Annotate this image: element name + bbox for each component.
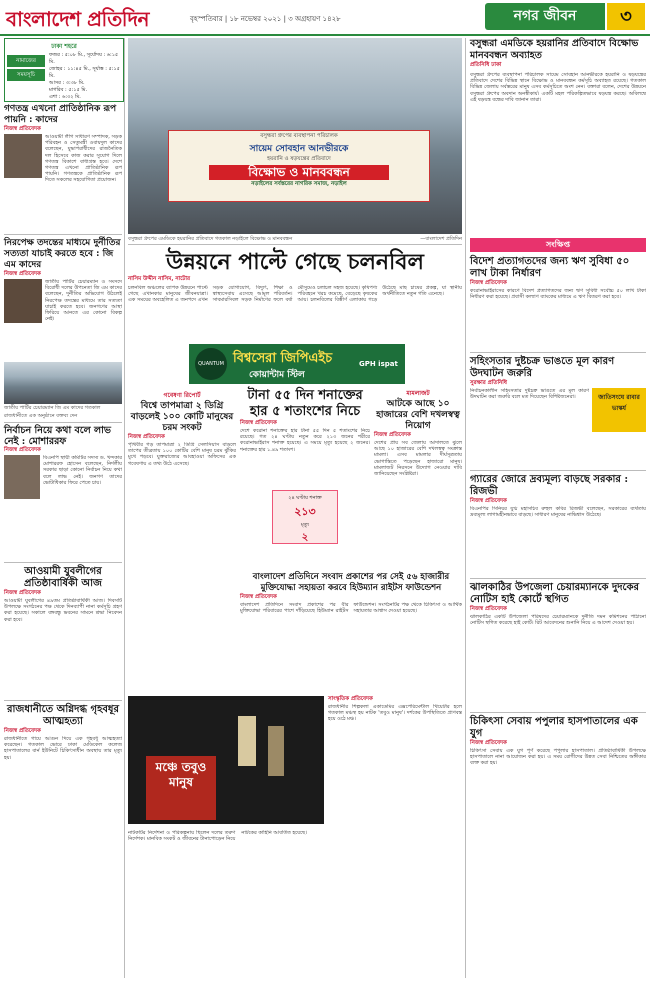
stat-value: ২১৩ <box>294 505 316 518</box>
newspaper-logo[interactable]: বাংলাদেশ প্রতিদিন <box>6 7 149 31</box>
article-kader <box>4 104 122 208</box>
article-gm-kader <box>4 238 122 421</box>
headline[interactable]: টানা ৫৫ দিন শনাক্তের হার ৫ শতাংশের নিচে <box>247 388 363 419</box>
kicker: মামলাজট <box>406 390 430 397</box>
article-body: রাজধানীর শিল্পকলা একাডেমির এক্সপেরিমেন্টাল থিয়েটার হলে গতকাল মঞ্চস্থ হয় নাটক 'তবুও মানুষ'। দর্শকের উপস্থিতিতে প্রাণবন্ত হয়ে ওঠে মঞ্চ। <box>328 704 462 723</box>
article-body: আওয়ামী লীগ সাধারণ সম্পাদক, সড়ক পরিবহন ও সেতুমন্ত্রী ওবায়দুল কাদের বলেছেন, যুদ্ধাপরাধীদের রাজনৈতিক দল হিসেবে কাজ করার সুযোগ দিলে গণতন্ত্র বিকাশে বাধাগ্রস্ত হবে। দেশে গণতন্ত্র এখনো প্রাতিষ্ঠানিক রূপ পায়নি। গণতন্ত্রকে প্রাতিষ্ঠানিক রূপ দিতে সকলের সহযোগিতা প্রয়োজন। <box>45 134 122 184</box>
headline[interactable]: বিদেশ প্রত্যাগতদের জন্য ঋণ সুবিধা ৫০ লাখ টাকা নির্ধারণ <box>470 256 630 279</box>
stat-label: ২৪ ঘণ্টায় শনাক্ত <box>288 495 322 501</box>
divider <box>128 244 462 245</box>
byline: প্রতিনিধি ঢাকা <box>470 62 502 68</box>
photo-overlay-title: মঞ্চে তবুও মানুষ <box>146 756 216 820</box>
byline: নিজস্ব প্রতিবেদক <box>4 590 41 596</box>
column-divider <box>124 38 125 978</box>
stage-article <box>328 696 462 824</box>
byline: সুরক্ষার প্রতিনিধি <box>470 380 507 386</box>
divider <box>470 712 646 713</box>
stat-value: ২ <box>301 532 309 543</box>
advertisement[interactable] <box>189 344 405 384</box>
masthead <box>0 0 650 34</box>
banner-line2: হয়রানি ও ষড়যন্ত্রের প্রতিবাদে <box>267 156 331 162</box>
byline: নিজস্ব প্রতিবেদক <box>470 740 507 746</box>
prayer-row: আসর : ৩:৩৮ মি. <box>49 80 85 86</box>
headline[interactable]: আটকে আছে ১০ হাজারের বেশি দখলস্বত্ব নিয়োগ <box>376 399 460 431</box>
headline[interactable]: নির্বাচন নিয়ে কথা বলে লাভ নেই : মোশাররফ <box>4 425 111 447</box>
article-body: করোনাভাইরাসের কারণে বিদেশ প্রত্যাগতদের জন্য ঋণ সুবিধা সর্বোচ্চ ৫০ লাখ টাকা নির্ধারণ করা হয়েছে। প্রবাসী কল্যাণ ব্যাংকের মাধ্যমে এ ঋণ বিতরণ করা হবে। <box>470 288 646 301</box>
banner-organizer: নড়াইলের সর্বস্তরের নাগরিক সমাজ, নড়াইল <box>251 181 347 187</box>
divider <box>4 562 122 563</box>
article-temperature <box>128 390 236 552</box>
headline[interactable]: রাজধানীতে অগ্নিদগ্ধ গৃহবধূর আত্মহত্যা <box>6 704 120 727</box>
article-body: দেশের প্রায় সব জেলায় আদালতে ঝুলে আছে ১০ হাজারের বেশি দখলস্বত্ব সংক্রান্ত মামলা। এসব মামলার দীর্ঘসূত্রতায় ভোগান্তিতে পড়েছেন হাজারো মানুষ। মামলাজট নিরসনে উদ্যোগ নেওয়ার দাবি জানিয়েছেন সংশ্লিষ্টরা। <box>374 440 462 478</box>
headline[interactable]: বসুন্ধরা এমডিকে হয়রানির প্রতিবাদে বিক্ষোভ মানববন্ধন অব্যাহত <box>470 38 639 61</box>
lead-headline[interactable]: উন্নয়নে পাল্টে গেছে চলনবিল <box>166 249 424 275</box>
event-photo <box>4 362 122 404</box>
portrait-photo <box>4 455 40 499</box>
prayer-times-box <box>4 38 124 102</box>
prayer-tag: নামাজের <box>7 55 45 67</box>
photo-caption: বসুন্ধরা গ্রুপের এমডিকে হয়রানির প্রতিবাদে গতকাল নড়াইলে বিক্ষোভ ও মানববন্ধন <box>128 236 293 242</box>
article-human-rights <box>240 572 462 678</box>
divider <box>4 234 122 235</box>
byline: নিজস্ব প্রতিবেদক <box>4 271 41 277</box>
prayer-row: ফজর : ৫:০৮ মি., সূর্যোদয় : ৬:১৫ মি. <box>49 52 119 65</box>
prayer-row: মাগরিব : ৫:১৫ মি. <box>49 87 88 93</box>
stat-label: মৃত্যু <box>301 522 309 528</box>
photo-credit: —বাংলাদেশ প্রতিদিন <box>420 236 462 242</box>
prayer-row: জোহর : ১১:৪৫ মি., সূর্যাস্ত : ৫:১৫ মি. <box>49 66 120 79</box>
time-tag: সময়সূচি <box>7 69 45 81</box>
covid-stat-box <box>272 490 338 544</box>
kicker: সাংস্কৃতিক প্রতিবেদক <box>328 696 373 702</box>
byline: নিজস্ব প্রতিবেদক <box>4 728 41 734</box>
divider <box>4 422 122 423</box>
ad-headline: বিশ্বসেরা জিপিএইচ <box>233 351 333 366</box>
photo-caption: জাতীয় পার্টির চেয়ারম্যান জি এম কাদের গতকাল রাজধানীতে এক অনুষ্ঠানে বক্তব্য দেন <box>4 405 101 419</box>
brief-acc-notice <box>470 582 646 714</box>
byline: নিজস্ব প্রতিবেদক <box>4 126 41 132</box>
brief-prices <box>470 474 646 582</box>
byline: নিজস্ব প্রতিবেদক <box>470 606 507 612</box>
article-jubo-league <box>4 566 122 688</box>
brief-loan <box>470 256 646 352</box>
article-body: বিএনপি স্থায়ী কমিটির সদস্য ড. খন্দকার মোশাররফ হোসেন বলেছেন, নির্দলীয় সরকার ছাড়া কোনো নির্বাচন নিয়ে কথা বলে লাভ নেই। জনগণ তাদের ভোটাধিকার ফিরে পেতে চায়। <box>43 455 122 486</box>
headline[interactable]: চিকিৎসা সেবায় পপুলার হাসপাতালের এক যুগ <box>470 716 638 739</box>
byline: নিজস্ব প্রতিবেদক <box>128 434 165 440</box>
brief-popular-hospital <box>470 716 646 978</box>
article-bashundhara <box>470 38 646 220</box>
actor-figure <box>268 726 284 776</box>
prayer-box-title: ঢাকা শহরে <box>51 43 77 50</box>
page-number: ৩ <box>607 3 645 30</box>
portrait-photo <box>4 279 42 323</box>
article-body: বাংলাদেশ প্রতিদিনে সংবাদ প্রকাশের পর বীর মুক্তিযোদ্ধা পরিবারের পাশে দাঁড়িয়েছে হিউম্যান রাইটস ফাউন্ডেশন। সংগঠনটির পক্ষ থেকে চিকিৎসা ও আর্থিক সহায়তার আশ্বাস দেওয়া হয়েছে। <box>240 602 462 615</box>
byline: নিজস্ব প্রতিবেদক <box>470 280 507 286</box>
headline[interactable]: গ্যারের জোরে দ্রব্যমূল্য বাড়ছে সরকার : রিজভী <box>470 474 629 497</box>
article-body: জাতীয় পার্টির চেয়ারম্যান ও সংসদে বিরোধী দলের উপনেতা জি এম কাদের বলেছেন, দুর্নীতির অভিযোগ উঠলেই নিরপেক্ষ তদন্তের মাধ্যমে তার সত্যতা যাচাই করতে হবে। জনগণের আস্থা ফিরিয়ে আনতে এর কোনো বিকল্প নেই। <box>45 279 122 323</box>
headline[interactable]: সহিংসতার দুষ্টচক্র ভাঙতে মূল কারণ উদঘাটন জরুরি <box>470 356 615 379</box>
protest-photo <box>128 38 462 234</box>
headline[interactable]: বাংলাদেশ প্রতিদিনে সংবাদ প্রকাশের পর সেই ৫৬ হাজারীর মুক্তিযোদ্ধা সহায়তা করবে হিউম্যান রাইটস ফাউন্ডেশন <box>252 572 450 593</box>
article-mosharraf <box>4 425 122 535</box>
article-body: দেশে করোনা শনাক্তের হার টানা ৫৫ দিন ৫ শতাংশের নিচে রয়েছে। গত ২৪ ঘণ্টায় নতুন করে ২১৩ জনের শরীরে করোনাভাইরাস শনাক্ত হয়েছে। এ সময়ে মৃত্যু হয়েছে ২ জনের। শনাক্তের হার ১.৪৯ শতাংশ। <box>240 428 370 453</box>
portrait-photo <box>4 134 42 178</box>
brand-badge: QUANTUM <box>195 348 227 380</box>
article-body: পৃথিবীর গড় তাপমাত্রা ২ ডিগ্রি সেলসিয়াস বাড়লে তাপের তীব্রতায় ১০০ কোটির বেশি মানুষ চরম ঝুঁকির মুখে পড়বে। যুক্তরাজ্যের আবহাওয়া অফিসের এক গবেষণায় এ তথ্য উঠে এসেছে। <box>128 442 236 467</box>
kicker: গবেষণা রিপোর্ট <box>163 392 201 399</box>
ad-subline: কোয়ান্টাম স্টিল <box>249 370 305 380</box>
prayer-row: এশা : ৬:৩২ মি. <box>49 94 81 100</box>
byline: নিজস্ব প্রতিবেদক <box>4 447 41 453</box>
divider <box>4 700 122 701</box>
article-covid <box>240 388 370 546</box>
section-tag: সংক্ষিপ্ত <box>470 238 646 252</box>
article-body: নির্বাচনকালীন সহিংসতার দুষ্টচক্র ভাঙতে এর মূল কারণ উদঘাটন করা জরুরি বলে মত দিয়েছেন বিশিষ্টজনেরা। <box>470 388 589 401</box>
headline[interactable]: ঝালকাঠির উপজেলা চেয়ারম্যানকে দুদকের নোটিস হাই কোর্টে স্থগিত <box>470 582 639 605</box>
ad-company: GPH ispat <box>359 360 398 368</box>
stage-article-continued: নাটকটির নির্দেশনা ও পরিকল্পনায় ছিলেন দলের তরুণ নির্দেশক। মানবিক সংকট ও জীবনের টানাপোড়েন নিয়ে নাটকের কাহিনি আবর্তিত হয়েছে। <box>128 830 307 843</box>
headline[interactable]: গণতন্ত্র এখনো প্রাতিষ্ঠানিক রূপ পায়নি : কাদের <box>4 104 117 125</box>
actor-figure <box>238 716 256 766</box>
boxed-item: জাতিসংঘে রাবার ভাস্কর্য <box>592 388 646 432</box>
banner-line1: বসুন্ধরা গ্রুপের ব্যবস্থাপনা পরিচালক <box>260 133 338 139</box>
banner-headline: বিক্ষোভ ও মানববন্ধন <box>209 165 389 180</box>
protest-banner <box>168 130 430 202</box>
banner-name: সায়েম সোবহান আনভীরকে <box>249 144 349 154</box>
headline[interactable]: নিরপেক্ষ তদন্তের মাধ্যমে দুর্নীতির সত্যতা যাচাই করতে হবে : জি এম কাদের <box>4 238 121 270</box>
article-body: রাজধানীতে গায়ে আগুন দিয়ে এক গৃহবধূ আত্মহত্যা করেছেন। গতকাল ভোরে ঢাকা মেডিকেল কলেজ হাসপাতালের বার্ন ইউনিটে চিকিৎসাধীন অবস্থায় তার মৃত্যু হয়। <box>4 736 122 761</box>
column-divider <box>465 38 466 978</box>
article-suicide <box>4 704 122 826</box>
article-body: চিকিৎসা সেবায় এক যুগ পূর্ণ করেছে পপুলার হাসপাতাল। প্রতিষ্ঠাবার্ষিকী উপলক্ষে হাসপাতালে নানা আয়োজন করা হয়। এ সময় রোগীদের উন্নত সেবা নিশ্চিতের অঙ্গীকার ব্যক্ত করা হয়। <box>470 748 646 767</box>
section-title: নগর জীবন <box>485 3 605 30</box>
article-body: ঝালকাঠির একটি উপজেলা পরিষদের চেয়ারম্যানকে দুর্নীতি দমন কমিশনের পাঠানো নোটিস স্থগিত করেছে হাই কোর্ট। রিট আবেদনের শুনানি নিয়ে এ আদেশ দেওয়া হয়। <box>470 614 646 627</box>
byline: নাসিম উদ্দীন নাসিম, নাটোর <box>128 276 191 282</box>
brief-violence <box>470 356 646 468</box>
lead-story <box>128 248 462 347</box>
article-body: বসুন্ধরা গ্রুপের ব্যবস্থাপনা পরিচালক সায়েম সোবহান আনভীরকে হয়রানি ও ষড়যন্ত্রের প্রতিবাদে দেশের বিভিন্ন স্থানে বিক্ষোভ ও মানববন্ধন কর্মসূচি অব্যাহত রয়েছে। গতকাল বিভিন্ন জেলায় সর্বস্তরের মানুষ এসব কর্মসূচিতে অংশ নেন। বক্তারা বলেন, দেশের উন্নয়নে বসুন্ধরা গ্রুপের অবদান অনস্বীকার্য। একটি মহল পরিকল্পিতভাবে ষড়যন্ত্র করছে। অবিলম্বে এই ষড়যন্ত্র বন্ধের দাবি জানান তারা। <box>470 72 646 103</box>
divider <box>470 578 646 579</box>
article-body: চলনবিল অঞ্চলের ব্যাপক উন্নয়নে পাল্টে গেছে এখানকার মানুষের জীবনযাত্রা। এক সময়ের অবহেলিত এ জনপদে এখন সড়ক যোগাযোগ, বিদ্যুৎ, শিক্ষা ও স্বাস্থ্যসেবায় এসেছে আমূল পরিবর্তন। সাবমারসিবল সড়ক নির্মাণের ফলে বর্ষা মৌসুমেও চলাচল সহজ হয়েছে। কৃষিপণ্য পরিবহনে খরচ কমেছে, বেড়েছে কৃষকের আয়। চলনবিলের বিস্তীর্ণ এলাকায় গড়ে উঠেছে মাছ চাষের প্রকল্প, যা স্থানীয় অর্থনীতিতে নতুন গতি এনেছে। <box>128 285 462 304</box>
article-case-backlog <box>374 388 462 600</box>
divider <box>470 470 646 471</box>
stage-photo <box>128 696 324 824</box>
divider <box>470 352 646 353</box>
byline: নিজস্ব প্রতিবেদক <box>240 420 277 426</box>
byline: নিজস্ব প্রতিবেদক <box>240 594 277 600</box>
byline: নিজস্ব প্রতিবেদক <box>470 498 507 504</box>
headline[interactable]: আওয়ামী যুবলীগের প্রতিষ্ঠাবার্ষিকী আজ <box>23 566 103 589</box>
article-body: বিএনপির সিনিয়র যুগ্ম মহাসচিব রুহুল কবির রিজভী বলেছেন, সরকারের ব্যর্থতায় দ্রব্যমূল্য লাগামহীনভাবে বাড়ছে। সাধারণ মানুষের নাভিশ্বাস উঠেছে। <box>470 506 646 519</box>
byline: নিজস্ব প্রতিবেদক <box>374 432 411 438</box>
dateline: বৃহস্পতিবার | ১৮ নভেম্বর ২০২১ | ৩ অগ্রহায়ণ ১৪২৮ <box>190 15 341 23</box>
headline[interactable]: বিশ্বে তাপমাত্রা ২ ডিগ্রি বাড়লেই ১০০ কোটি মানুষের চরম সংকট <box>130 401 234 433</box>
article-body: আওয়ামী যুবলীগের ৪৯তম প্রতিষ্ঠাবার্ষিকী আজ। দিবসটি উপলক্ষে সংগঠনের পক্ষ থেকে দিনব্যাপী নানা কর্মসূচি গ্রহণ করা হয়েছে। সকালে বঙ্গবন্ধু ভবনের সামনে শ্রদ্ধা নিবেদন করা হবে। <box>4 598 122 623</box>
masthead-rule <box>0 34 650 36</box>
